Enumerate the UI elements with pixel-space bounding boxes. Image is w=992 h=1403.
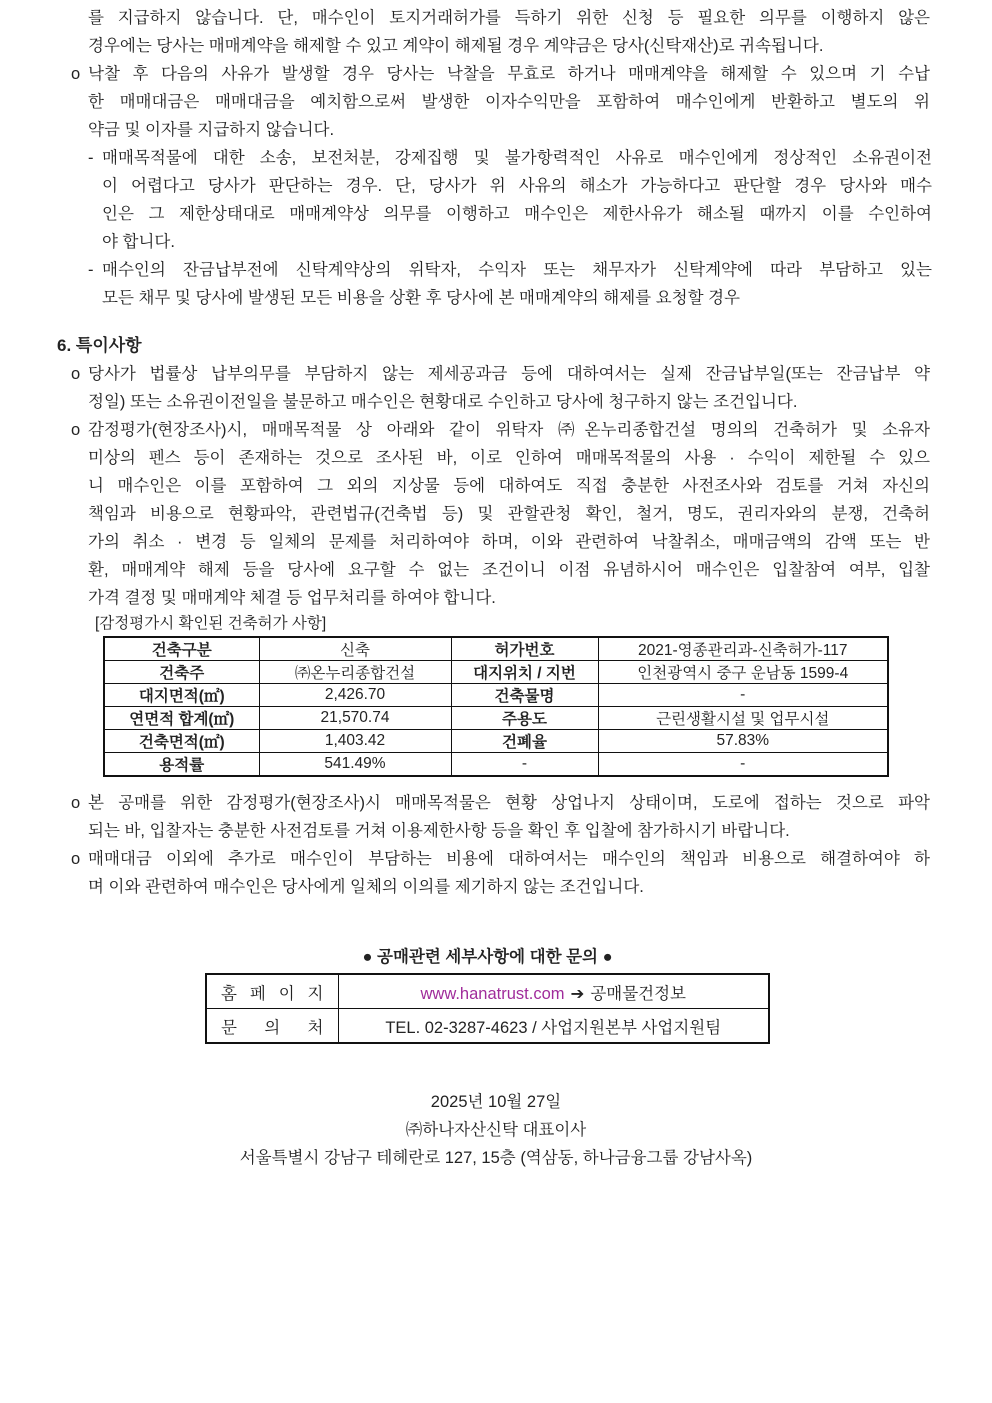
body-line: 약금 및 이자를 지급하지 않습니다. [88, 121, 335, 139]
table-cell-value: 21,570.74 [259, 707, 451, 730]
body-line: 정일) 또는 소유권이전일을 불문하고 매수인은 현황대로 수인하고 당사에 청구하지 않는 조건입니다. [88, 393, 798, 411]
body-line: 가격 결정 및 매매계약 체결 등 업무처리를 하여야 합니다. [88, 589, 496, 607]
table-cell-value: 신축 [259, 637, 451, 661]
table-cell-label: 연면적 합계(㎡) [104, 707, 259, 730]
body-line: 미상의 펜스 등이 존재하는 것으로 조사된 바, 이로 인하여 매매목적물의 사용 · 수익이 제한될 수 있으 [88, 449, 930, 467]
body-line: 며 이와 관련하여 매수인은 당사에게 일체의 이의를 제기하지 않는 조건입니다. [88, 878, 644, 896]
table-cell-label: 건축구분 [104, 637, 259, 661]
table-cell-value: - [451, 753, 598, 777]
permit-table [103, 636, 889, 777]
body-line: 되는 바, 입찰자는 충분한 사전검토를 거쳐 이용제한사항 등을 확인 후 입찰에 참가하시기 바랍니다. [88, 822, 790, 840]
footer-date: 2025년 10월 27일 [430, 1093, 562, 1111]
table-cell-label: 대지위치 / 지번 [451, 661, 598, 684]
footer-address: 서울특별시 강남구 테헤란로 127, 15층 (역삼동, 하나금융그룹 강남사옥) [239, 1149, 753, 1167]
table-cell-value: 2021-영종관리과-신축허가-117 [598, 637, 888, 661]
bullet-item-extra-cost [71, 845, 930, 901]
table-cell-value: 57.83% [598, 730, 888, 753]
bullet-item-tax [71, 360, 930, 416]
body-line: 이 어렵다고 당사가 판단하는 경우. 단, 당사가 위 사유의 해소가 가능하다고 판단할 경우 당사와 매수 [102, 177, 932, 195]
table-row [104, 637, 888, 661]
body-line: 본 공매를 위한 감정평가(현장조사)시 매매목적물은 현황 상업나지 상태이며, 도로에 접하는 것으로 파악 [88, 794, 930, 812]
bullet-marker: o [71, 365, 81, 383]
body-line: 한 매매대금은 매매대금을 예치함으로써 발생한 이자수익만을 포함하여 매수인에게 반환하고 별도의 위 [88, 93, 930, 111]
contact-row [206, 1009, 769, 1044]
inquiry-heading: ● 공매관련 세부사항에 대한 문의 ● [362, 948, 613, 966]
footer-signer: ㈜하나자산신탁 대표이사 [405, 1121, 587, 1139]
body-line: 니 매수인은 이를 포함하여 그 외의 지상물 등에 대하여도 직접 충분한 사전조사와 검토를 거쳐 자신의 [88, 477, 930, 495]
table-cell-label: 건축물명 [451, 684, 598, 707]
section-heading-special-notes: 6. 특이사항 [57, 336, 142, 355]
table-row [104, 730, 888, 753]
body-line: 인은 그 제한상태대로 매매계약상 의무를 이행하고 매수인은 제한사유가 해소될 때까지 이를 수인하여 [102, 205, 932, 223]
intro-paragraph [88, 4, 930, 60]
bullet-item-site [71, 789, 930, 845]
table-cell-label: 허가번호 [451, 637, 598, 661]
website-row [206, 974, 769, 1009]
body-line: 야 합니다. [102, 233, 175, 251]
body-line: 가의 취소 · 변경 등 일체의 문제를 처리하여야 하며, 이와 관련하여 낙찰취소, 매매금액의 감액 또는 반 [88, 533, 930, 551]
body-line: 감정평가(현장조사)시, 매매목적물 상 아래와 같이 위탁자 ㈜온누리종합건설 명의의 건축허가 및 소유자 [88, 421, 930, 439]
bullet-item-cancel [71, 60, 930, 144]
body-line: 경우에는 당사는 매매계약을 해제할 수 있고 계약이 해제될 경우 계약금은 당사(신탁재산)로 귀속됩니다. [88, 37, 824, 55]
contact-value: TEL. 02-3287-4623 / 사업지원본부 사업지원팀 [338, 1009, 769, 1044]
table-cell-value: 근린생활시설 및 업무시설 [598, 707, 888, 730]
table-cell-label: 용적률 [104, 753, 259, 777]
table-cell-label: 주용도 [451, 707, 598, 730]
table-row [104, 684, 888, 707]
bullet-item-appraisal [71, 416, 930, 612]
body-line: 책임과 비용으로 현황파악, 관련법규(건축법 등) 및 관할관청 확인, 철거, 명도, 권리자와의 분쟁, 건축허 [88, 505, 930, 523]
website-url-link[interactable]: www.hanatrust.com [420, 984, 565, 1003]
table-cell-value: - [598, 753, 888, 777]
footer [0, 1088, 992, 1172]
table-cell-value: - [598, 684, 888, 707]
table-cell-label: 건축면적(㎡) [104, 730, 259, 753]
dash-item-repay [88, 256, 932, 312]
body-line: 를 지급하지 않습니다. 단, 매수인이 토지거래허가를 득하기 위한 신청 등 필요한 의무를 이행하지 않은 [88, 9, 930, 27]
body-line: 환, 매매계약 해제 등을 당사에 요구할 수 없는 조건이니 이점 유념하시어 매수인은 입찰참여 여부, 입찰 [88, 561, 930, 579]
dash-marker: - [88, 261, 94, 279]
table-row [104, 753, 888, 777]
body-line: 매매목적물에 대한 소송, 보전처분, 강제집행 및 불가항력적인 사유로 매수인에게 정상적인 소유권이전 [102, 149, 932, 167]
arrow-right-icon: ➔ [570, 984, 585, 1003]
table-cell-value: ㈜온누리종합건설 [259, 661, 451, 684]
table-row [104, 661, 888, 684]
body-line: 낙찰 후 다음의 사유가 발생할 경우 당사는 낙찰을 무효로 하거나 매매계약을 해제할 수 있으며 기 수납 [88, 65, 930, 83]
table-cell-value: 541.49% [259, 753, 451, 777]
contact-table [205, 973, 770, 1044]
table-cell-value: 인천광역시 중구 운남동 1599-4 [598, 661, 888, 684]
body-line: 당사가 법률상 납부의무를 부담하지 않는 제세공과금 등에 대하여서는 실제 잔금납부일(또는 잔금납부 약 [88, 365, 930, 383]
bullet-marker: o [71, 65, 81, 83]
website-label: 홈 페 이 지 [206, 974, 338, 1009]
table-cell-value: 1,403.42 [259, 730, 451, 753]
table-cell-label: 건폐율 [451, 730, 598, 753]
permit-table-caption: [감정평가시 확인된 건축허가 사항] [95, 615, 327, 632]
bullet-marker: o [71, 794, 81, 812]
bullet-marker: o [71, 421, 81, 439]
table-row [104, 707, 888, 730]
bullet-marker: o [71, 850, 81, 868]
website-target: 공매물건정보 [590, 984, 686, 1003]
body-line: 매매대금 이외에 추가로 매수인이 부담하는 비용에 대하여서는 매수인의 책임과 비용으로 해결하여야 하 [88, 850, 930, 868]
website-value [338, 974, 769, 1009]
dash-item-litigation [88, 144, 932, 256]
contact-label: 문 의 처 [206, 1009, 338, 1044]
body-line: 모든 채무 및 당사에 발생된 모든 비용을 상환 후 당사에 본 매매계약의 해제를 요청할 경우 [102, 289, 740, 307]
table-cell-label: 건축주 [104, 661, 259, 684]
dash-marker: - [88, 149, 94, 167]
table-cell-label: 대지면적(㎡) [104, 684, 259, 707]
body-line: 매수인의 잔금납부전에 신탁계약상의 위탁자, 수익자 또는 채무자가 신탁계약에 따라 부담하고 있는 [102, 261, 932, 279]
table-cell-value: 2,426.70 [259, 684, 451, 707]
